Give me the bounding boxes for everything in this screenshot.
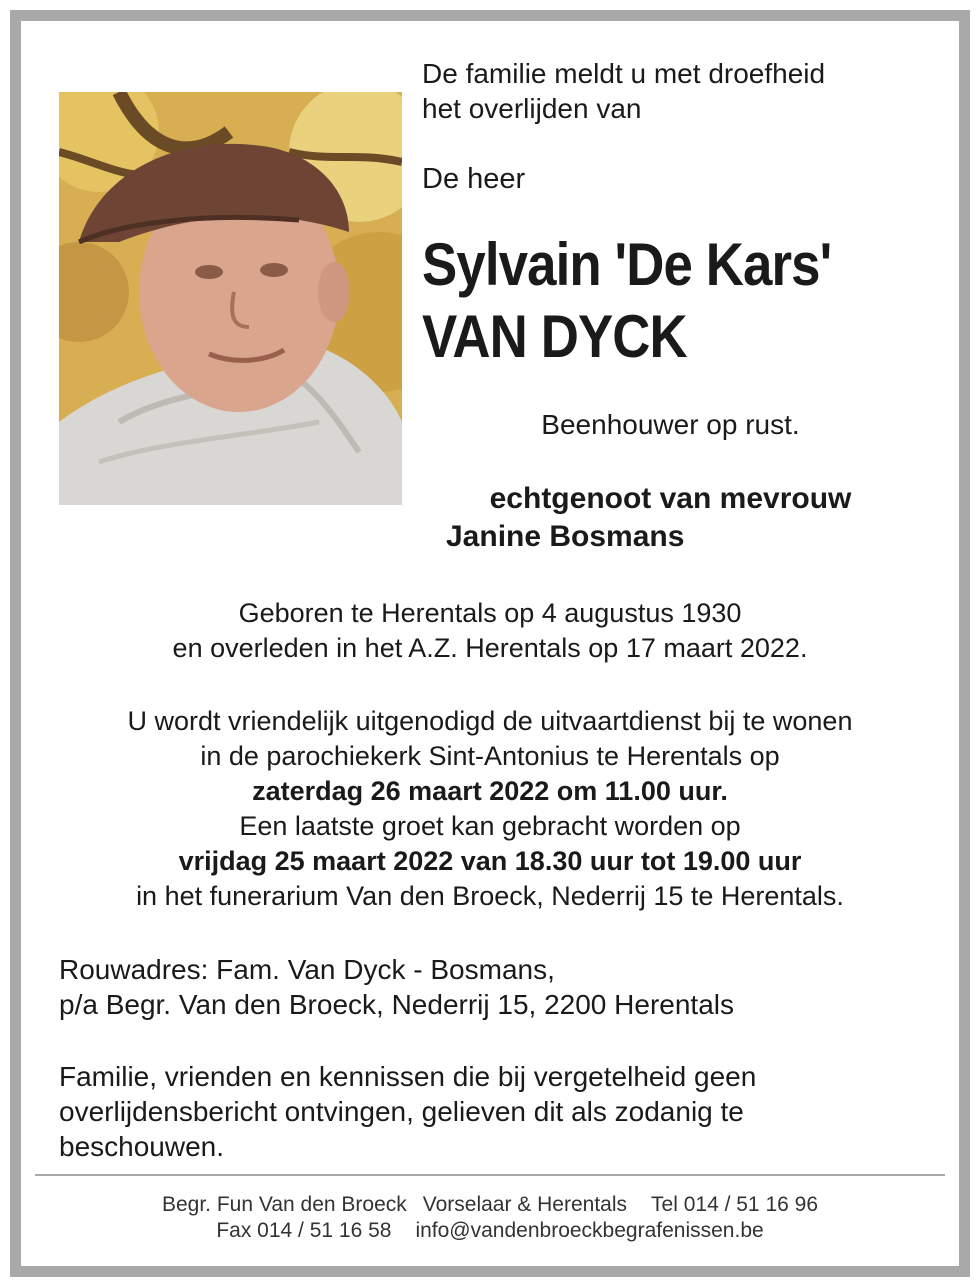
intro-line: De familie meldt u met droefheid (422, 58, 826, 89)
intro-line: het overlijden van (422, 93, 642, 124)
portrait-illustration (59, 92, 402, 505)
company-name: Begr. Fun Van den Broeck (161, 1193, 407, 1216)
service-line: U wordt vriendelijk uitgenodigd de uitvaartdienst bij te wonen (127, 706, 853, 736)
spouse-name: Janine Bosmans (446, 520, 685, 553)
footer-line-2 (40, 1218, 940, 1244)
deceased-name (422, 229, 831, 373)
notice-line: beschouwen. (59, 1131, 225, 1162)
portrait-photo (59, 92, 402, 505)
funeral-home-footer (40, 1192, 940, 1244)
notice-line: Familie, vrienden en kennissen die bij vergetelheid geen (59, 1061, 757, 1092)
address-line: p/a Begr. Van den Broeck, Nederrij 15, 2200 Herentals (59, 989, 734, 1020)
company-locations: Vorselaar & Herentals (422, 1193, 628, 1216)
fax-number: Fax 014 / 51 16 58 (216, 1219, 392, 1242)
birth-death-dates (40, 596, 940, 666)
address-line: Rouwadres: Fam. Van Dyck - Bosmans, (59, 954, 555, 985)
intro-text (422, 56, 825, 126)
service-line: in het funerarium Van den Broeck, Nederrij 15 te Herentals. (136, 881, 844, 911)
date-line: Geboren te Herentals op 4 augustus 1930 (238, 598, 742, 628)
service-line: in de parochiekerk Sint-Antonius te Herentals op (200, 741, 780, 771)
date-line: en overleden in het A.Z. Herentals op 17 maart 2022. (172, 633, 808, 663)
notice-line: overlijdensbericht ontvingen, gelieven dit als zodanig te (59, 1096, 744, 1127)
family-notice (59, 1059, 919, 1164)
service-info (40, 704, 940, 914)
email-link[interactable]: info@vandenbroeckbegrafenissen.be (415, 1219, 764, 1242)
service-line: Een laatste groet kan gebracht worden op (239, 811, 741, 841)
footer-divider (35, 1174, 945, 1176)
spouse-line: echtgenoot van mevrouw (489, 482, 852, 515)
service-date: zaterdag 26 maart 2022 om 11.00 uur. (252, 776, 728, 806)
spouse-info (422, 480, 919, 556)
name-line: Sylvain 'De Kars' (422, 231, 832, 298)
phone-number: Tel 014 / 51 16 96 (651, 1193, 818, 1216)
name-line: VAN DYCK (422, 303, 687, 370)
visitation-date: vrijdag 25 maart 2022 van 18.30 uur tot 19.00 uur (178, 846, 802, 876)
profession: Beenhouwer op rust. (541, 409, 800, 440)
footer-line-1 (40, 1192, 940, 1218)
mourning-address (59, 952, 919, 1022)
salutation: De heer (422, 163, 526, 195)
